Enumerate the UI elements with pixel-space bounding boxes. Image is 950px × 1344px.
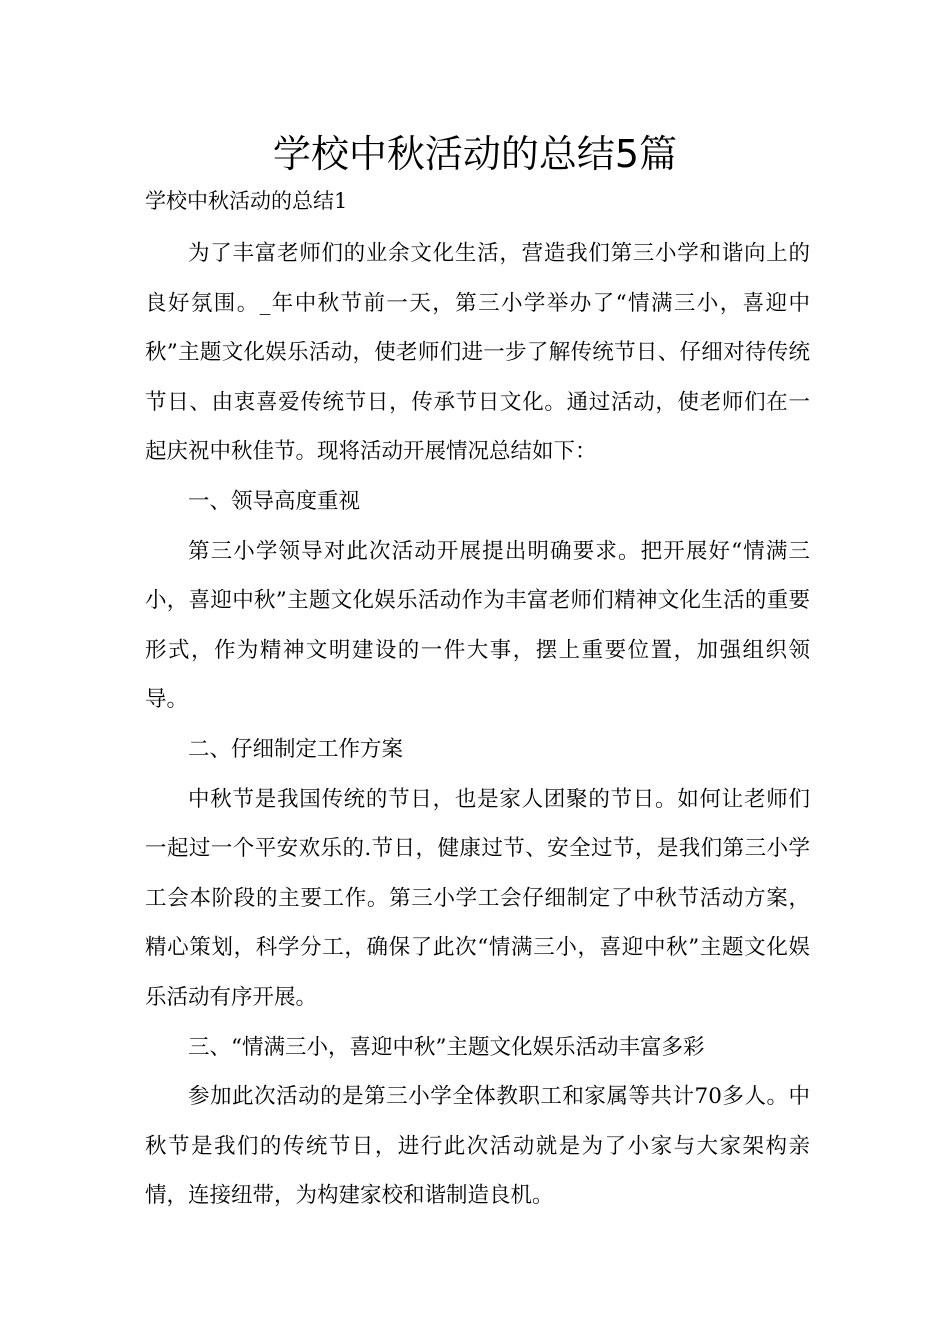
paragraph-plan: 中秋节是我国传统的节日，也是家人团聚的节日。如何让老师们一起过一个平安欢乐的.节日，健康过节、安全过节，是我们第三小学工会本阶段的主要工作。第三小学工会仔细制定了中秋节活动方案，精心策划，科学分工，确保了此次“情满三小，喜迎中秋”主题文化娱乐活动有序开展。 (145, 786, 810, 1010)
heading-activities: 三、“情满三小，喜迎中秋”主题文化娱乐活动丰富多彩 (188, 1034, 705, 1060)
heading-plan: 二、仔细制定工作方案 (188, 736, 404, 762)
paragraph-intro: 为了丰富老师们的业余文化生活，营造我们第三小学和谐向上的良好氛围。_年中秋节前一天，第三小学举办了“情满三小，喜迎中秋”主题文化娱乐活动，使老师们进一步了解传统节日、仔细对待传统节日、由衷喜爱传统节日，传承节日文化。通过活动，使老师们在一起庆祝中秋佳节。现将活动开展情况总结如下： (145, 241, 810, 465)
section-subtitle: 学校中秋活动的总结1 (145, 189, 348, 213)
document-title: 学校中秋活动的总结5篇 (272, 132, 678, 176)
document-body (145, 229, 810, 1221)
heading-leadership: 一、领导高度重视 (188, 488, 361, 514)
paragraph-activities: 参加此次活动的是第三小学全体教职工和家属等共计70多人。中秋节是我们的传统节日，进行此次活动就是为了小家与大家架构亲情，连接纽带，为构建家校和谐制造良机。 (145, 1084, 810, 1209)
paragraph-leadership: 第三小学领导对此次活动开展提出明确要求。把开展好“情满三小，喜迎中秋”主题文化娱乐活动作为丰富老师们精神文化生活的重要形式，作为精神文明建设的一件大事，摆上重要位置，加强组织领导。 (145, 538, 810, 713)
